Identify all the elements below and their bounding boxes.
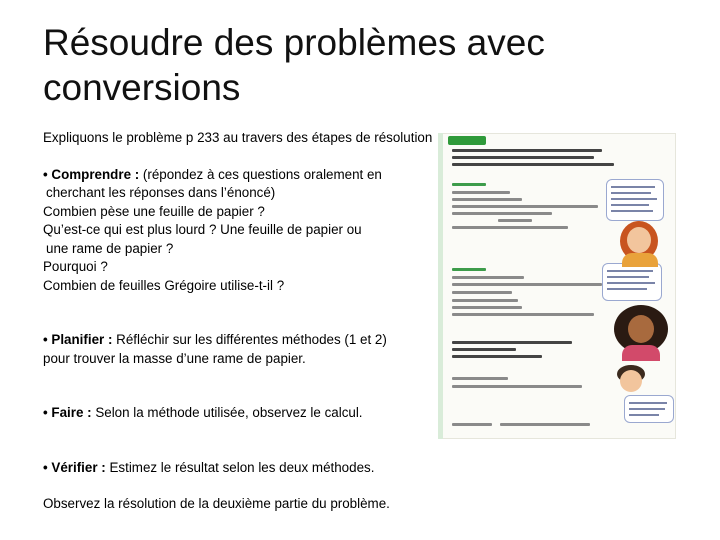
- scan-text-line: [452, 377, 508, 380]
- slide-body: [43, 129, 443, 514]
- intro-text: Expliquons le problème p 233 au travers des étapes de résolution: [43, 130, 433, 145]
- question-2-cont: une rame de papier ?: [46, 240, 174, 256]
- scan-text-line: [452, 198, 522, 201]
- scan-speech-bubble: [624, 395, 674, 423]
- scan-text-line: [452, 355, 542, 358]
- verifier-label: • Vérifier :: [43, 459, 106, 475]
- planifier-line: [43, 331, 443, 350]
- question-3: Pourquoi ?: [43, 259, 108, 274]
- comprendre-line: [43, 166, 443, 185]
- scan-text-line: [452, 276, 524, 279]
- scan-text-line: [452, 191, 510, 194]
- scan-text-line: [452, 341, 572, 344]
- planifier-text: Réfléchir sur les différentes méthodes (1 et 2): [112, 332, 387, 347]
- scan-child-illustration: [614, 365, 648, 395]
- question-2: Qu’est-ce qui est plus lourd ? Une feuille de papier ou: [43, 222, 362, 237]
- scan-text-line: [452, 163, 614, 166]
- scan-text-line: [498, 219, 532, 222]
- comprendre-cont: cherchant les réponses dans l’énoncé): [46, 185, 276, 200]
- faire-line: [43, 404, 443, 423]
- scan-child-illustration: [616, 221, 664, 267]
- scan-text-line: [452, 205, 598, 208]
- slide-title: Résoudre des problèmes avec conversions: [43, 22, 545, 108]
- scan-text-line: [452, 156, 594, 159]
- scan-text-line: [452, 348, 516, 351]
- scan-text-line: [452, 212, 552, 215]
- scan-child-illustration: [614, 305, 668, 361]
- scan-text-line: [452, 385, 582, 388]
- scan-text-line: [452, 283, 602, 286]
- scan-header-tag: [448, 136, 486, 145]
- scan-speech-bubble: [606, 179, 664, 221]
- scan-margin-band: [438, 133, 443, 439]
- scan-text-line: [452, 149, 602, 152]
- scan-text-line: [452, 313, 594, 316]
- planifier-label: • Planifier :: [43, 332, 113, 347]
- conclusion-text: Observez la résolution de la deuxième partie du problème.: [43, 496, 390, 511]
- scan-text-line: [452, 226, 568, 229]
- question-1: Combien pèse une feuille de papier ?: [43, 203, 265, 219]
- scan-text-line: [500, 423, 590, 426]
- question-4: Combien de feuilles Grégoire utilise-t-il ?: [43, 277, 285, 293]
- planifier-cont: pour trouver la masse d’une rame de papier.: [43, 350, 306, 366]
- verifier-line: [43, 459, 443, 478]
- scan-text-line: [452, 306, 522, 309]
- scan-text-line: [452, 291, 512, 294]
- comprendre-text: (répondez à ces questions oralement en: [139, 166, 382, 182]
- faire-text: Selon la méthode utilisée, observez le calcul.: [91, 405, 363, 420]
- scan-speech-bubble: [602, 263, 662, 301]
- scan-text-line: [452, 299, 518, 302]
- textbook-scan-image: [438, 133, 676, 439]
- scan-text-line: [452, 423, 492, 426]
- scan-method-heading: [452, 183, 486, 186]
- scan-method-heading: [452, 268, 486, 271]
- faire-label: • Faire :: [43, 405, 92, 420]
- verifier-text: Estimez le résultat selon les deux méthodes.: [105, 459, 375, 475]
- comprendre-label: • Comprendre :: [43, 166, 140, 182]
